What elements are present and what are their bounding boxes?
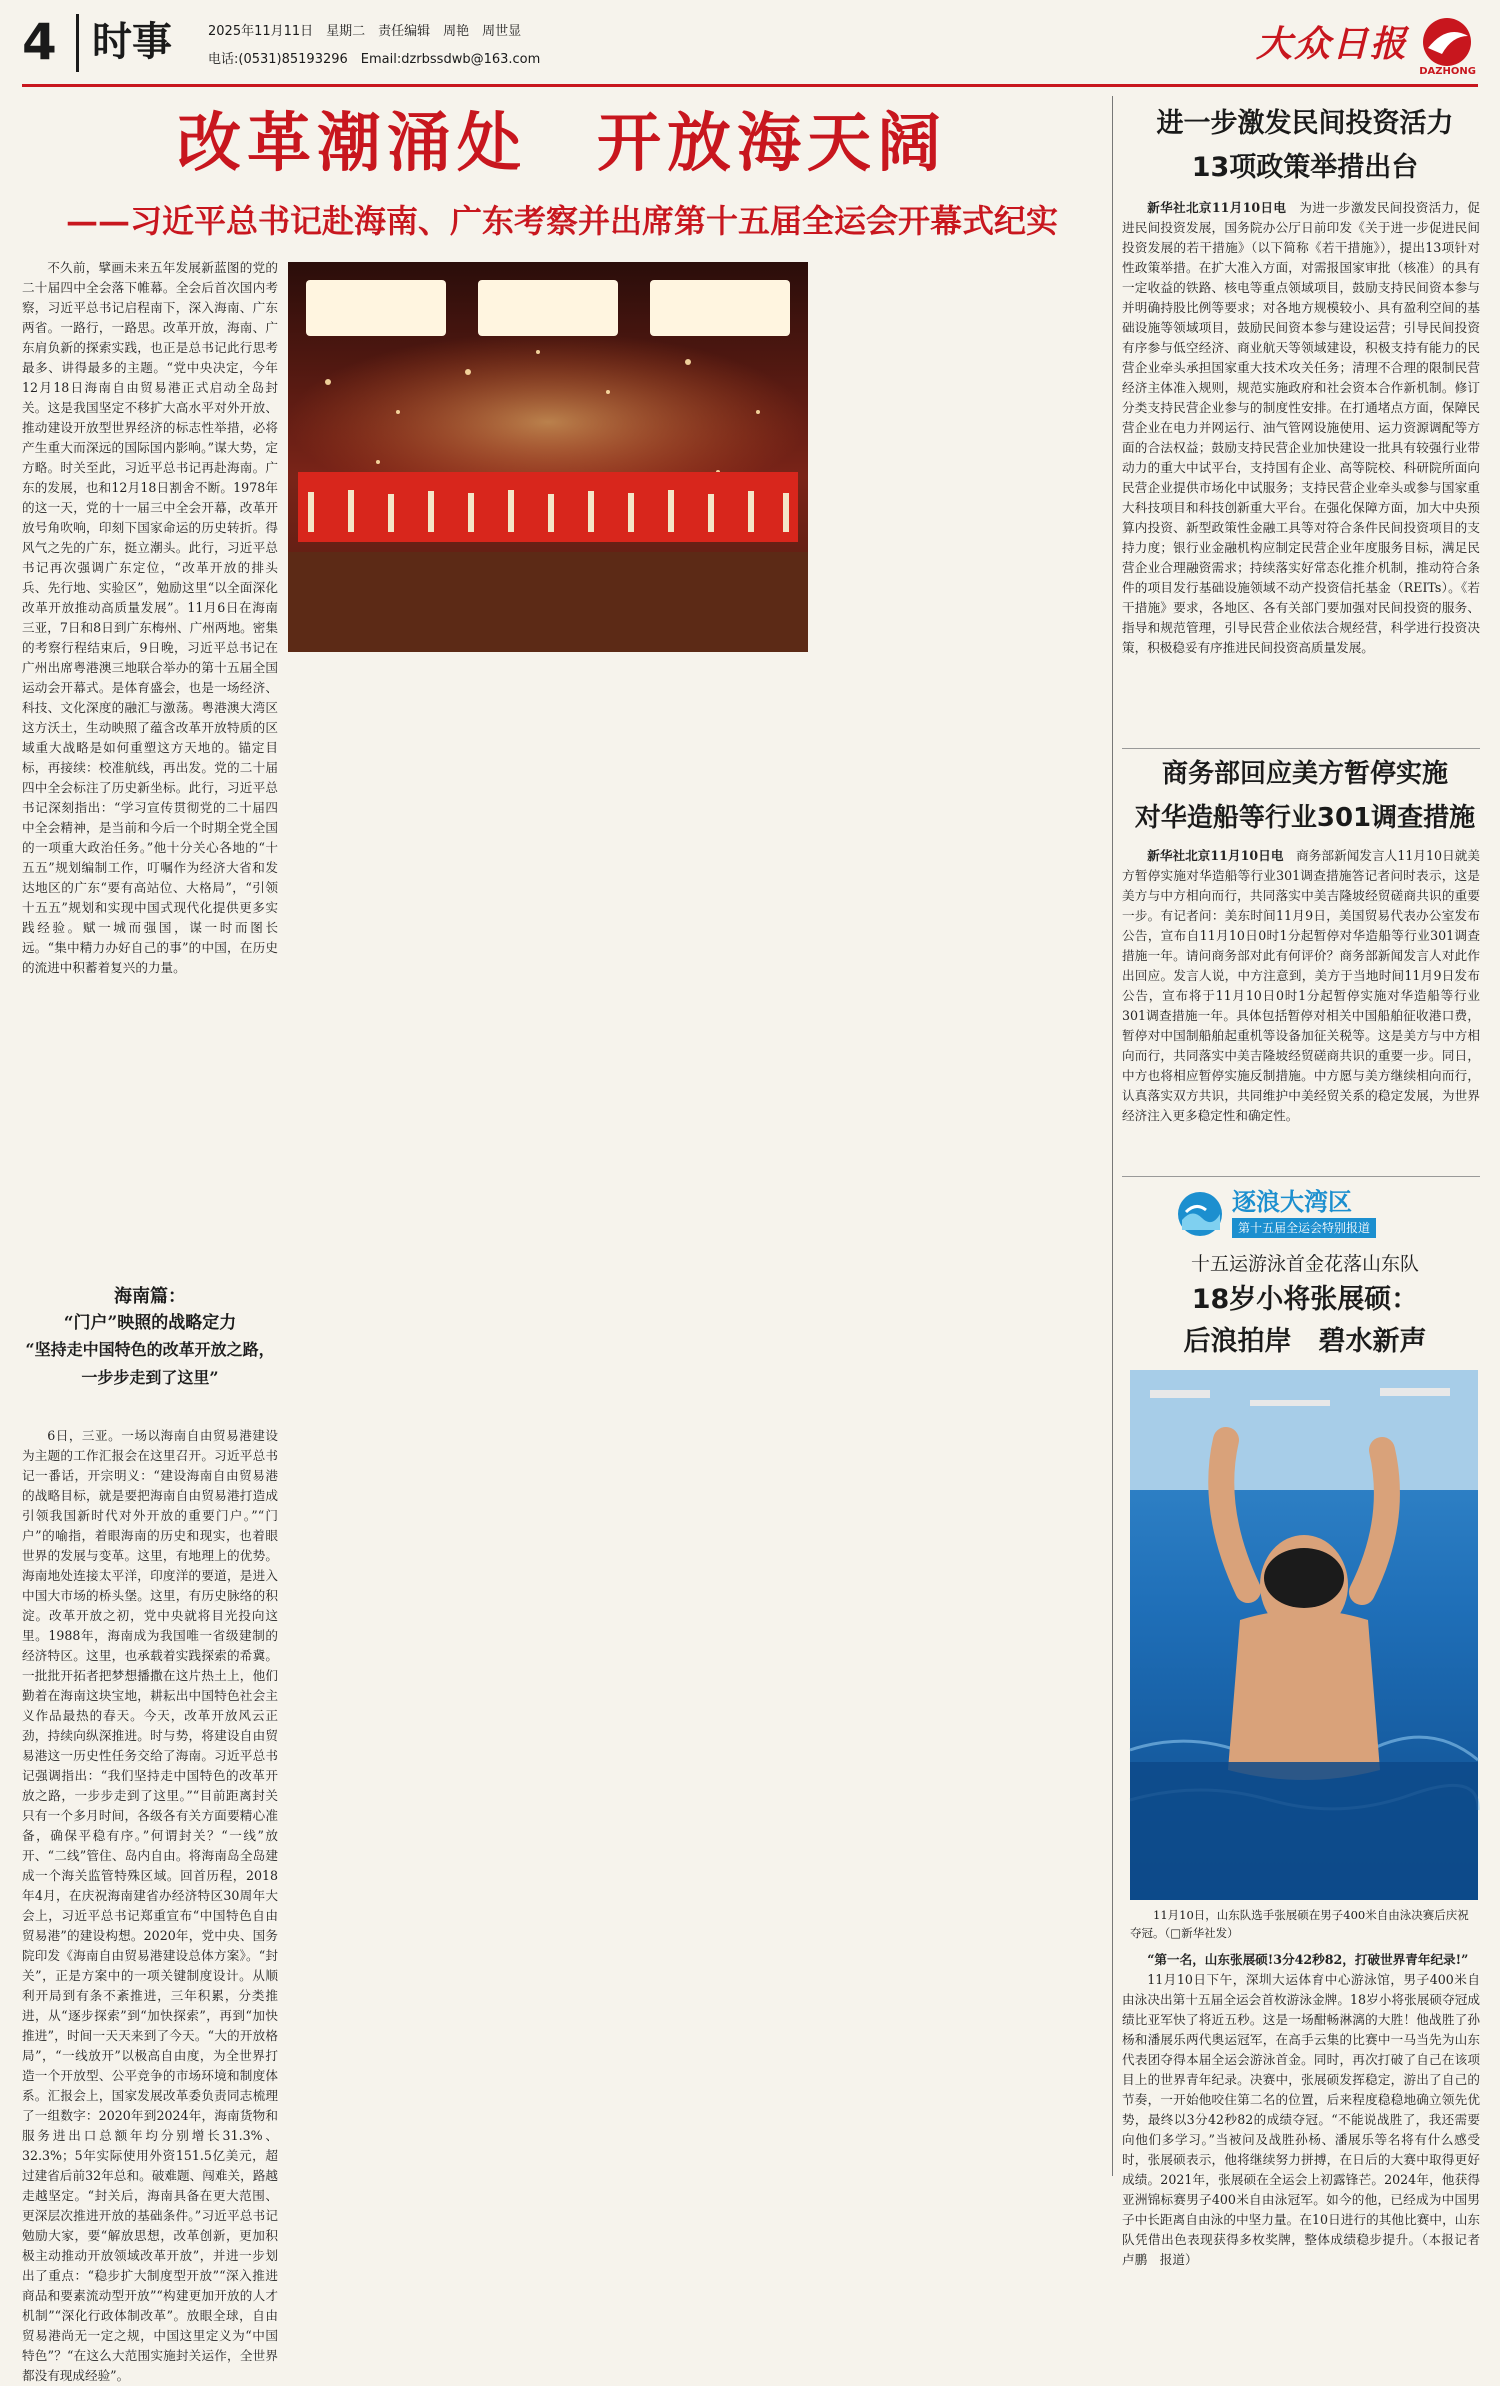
swim-headline-2: 后浪拍岸 碧水新声 (1183, 1326, 1427, 1357)
story-divider (1122, 748, 1480, 749)
hainan-text: 6日，三亚。一场以海南自由贸易港建设为主题的工作汇报会在这里召开。习近平总书记一番话，开宗明义：“建设海南自由贸易港的战略目标，就是要把海南自由贸易港打造成引领我国新时代对外开放的重要门户。”“门户”的喻指，着眼海南的历史和现实，也着眼世界的发展与变革。这里，有地理上的优势。海南地处连接太平洋，印度洋的要道，是进入中国大市场的桥头堡。这里，有历史脉络的积淀。改革开放之初，党中央就将目光投向这里。1988年，海南成为我国唯一省级建制的经济特区。这里，也承载着实践探索的希冀。一批批开拓者把梦想播撒在这片热土上，他们勤着在海南这块宝地，耕耘出中国特色社会主义作品最热的春天。今天，改革开放风云正劲，持续向纵深推进。时与势，将建设自由贸易港这一历史性任务交给了海南。习近平总书记强调指出：“我们坚持走中国特色的改革开放之路，一步步走到了这里。”“目前距离封关只有一个多月时间，各级各有关方面要精心准备，确保平稳有序。”何谓封关？“一线”放开、“二线”管住、岛内自由。将海南岛全岛建成一个海关监管特殊区域。回首历程，2018年4月，在庆祝海南建省办经济特区30周年大会上，习近平总书记郑重宣布“中国特色自由贸易港”的建设构想。2020年，党中央、国务院印发《海南自由贸易港建设总体方案》。“封关”，正是方案中的一项关键制度设计。从顺利开局到有条不紊推进，三年积累，分类推进，从“逐步探索”到“加快探索”，再到“加快推进”，时间一天天来到了今天。“大的开放格局”，“一线放开”以极高自由度，为全世界打造一个开放型、公平竞争的市场环境和制度体系。汇报会上，国家发展改革委负责同志梳理了一组数字：2020年到2024年，海南货物和服务进出口总额年均分别增长31.3%、32.3%；5年实际使用外资151.5亿美元，超过建省后前32年总和。破难题、闯难关，路越走越坚定。“封关后，海南具备在更大范围、更深层次推进开放的基础条件。”习近平总书记勉励大家，要“解放思想，改革创新，更加积极主动推动开放领域改革开放”，并进一步划出了重点：“稳步扩大制度型开放”“深入推进商品和要素流动型开放”“构建更加开放的人才机制”“深化行政体制改革”。放眼全球，自由贸易港尚无一定之规，中国这里定义为“中国特色”？“在这么大范围实施封关运作，全世界都没有现成经验”。 (22, 1428, 278, 2383)
hainan-quote: “坚持走中国特色的改革开放之路，一步步走到了这里” (25, 1340, 275, 1387)
policy-headline-2: 13项政策举措出台 (1191, 152, 1419, 183)
policy-headline-1: 进一步激发民间投资活力 (1156, 108, 1454, 139)
hainan-section-header (22, 1284, 278, 1392)
column-1-hainan (22, 1426, 278, 2383)
commerce-headline-2: 对华造船等行业301调查措施 (1134, 803, 1476, 833)
commerce-text: 商务部新闻发言人11月10日就美方暂停实施对华造船等行业301调查措施答记者问时表示，这是美方与中方相向而行，共同落实中美吉隆坡经贸磋商共识的重要一步。有记者问：美东时间11月9日，美国贸易代表办公室发布公告，宣布自11月10日0时1分起暂停对华造船等行业301调查措施一年。请问商务部对此有何评价？商务部新闻发言人对此作出回应。发言人说，中方注意到，美方于当地时间11月9日发布公告，宣布将于11月10日0时1分起暂停实施对华造船等行业301调查措施一年。具体包括暂停对相关中国船舶征收港口费，暂停对中国制船舶起重机等设备加征关税等。这是美方与中方相向而行，共同落实中美吉隆坡经贸磋商共识的重要一步。同日，中方也将相应暂停实施反制措施。中方愿与美方继续相向而行，认真落实双方共识，共同维护中美经贸关系的稳定发展，为世界经济注入更多稳定性和确定性。 (1122, 848, 1480, 1123)
opening-ceremony-photo (288, 262, 808, 652)
column-4-bay-area (818, 394, 1104, 2116)
commerce-article (1122, 846, 1480, 1166)
swim-article (1122, 1950, 1493, 2267)
commerce-dateline: 新华社北京11月10日电 (1147, 848, 1284, 863)
main-subheadline: ——习近平总书记赴海南、广东考察并出席第十五届全运会开幕式纪实 (65, 202, 1058, 240)
logo-subtitle: DAZHONG (1419, 66, 1476, 77)
header-rule (22, 84, 1478, 87)
ceremony-image-icon (288, 262, 808, 652)
story-divider-2 (1122, 1176, 1480, 1177)
column-3-guangdong (552, 700, 808, 2176)
contact-info: 电话:(0531)85193296 Email:dzrbssdwb@163.com (208, 52, 541, 67)
swim-kicker: 十五运游泳首金花落山东队 (1190, 1253, 1419, 1275)
commerce-headline-1: 商务部回应美方暂停实施 (1161, 759, 1448, 789)
swim-text: 11月10日下午，深圳大运体育中心游泳馆，男子400米自由泳决出第十五届全运会首枚游泳金牌。18岁小将张展硕夺冠成绩比亚军快了将近五秒。这是一场酣畅淋漓的大胜！他战胜了孙杨和潘展乐两代奥运冠军，在高手云集的比赛中一马当先为山东代表团夺得本届全运会游泳首金。同时，再次打破了自己在该项目上的世界青年纪录。决赛中，张展硕发挥稳定，游出了自己的节奏，一开始他咬住第二名的位置，后来程度稳稳地确立领先优势，最终以3分42秒82的成绩夺冠。“不能说战胜了，我还需要向他们多学习。”当被问及战胜孙杨、潘展乐等名将有什么感受时，张展硕表示，他将继续努力拼搏，在日后的大赛中取得更好成绩。2021年，张展硕在全运会上初露锋芒。2024年，他获得亚洲锦标赛男子400米自由泳冠军。如今的他，已经成为中国男子中长距离自由泳的中坚力量。在10日进行的其他比赛中，山东队凭借出色表现获得多枚奖牌，整体成绩稳步提升。（本报记者 卢鹏 报道） (1122, 1972, 1493, 2267)
section-name: 时事 (92, 19, 172, 65)
column-2-hainan (288, 700, 542, 1372)
special-report-badge (1176, 1186, 1426, 1242)
wave-logo-icon (1176, 1190, 1224, 1238)
page-number: 4 (22, 13, 57, 71)
policy-article (1122, 198, 1480, 742)
newspaper-logo: 大众日报 (1255, 23, 1408, 65)
column-2-guangdong (288, 1502, 542, 2176)
intro-text: 不久前，擘画未来五年发展新蓝图的党的二十届四中全会落下帷幕。全会后首次国内考察，习近平总书记启程南下，深入海南、广东两省。一路行，一路思。改革开放，海南、广东肩负新的探索实践，也正是总书记此行思考最多、讲得最多的主题。“党中央决定，今年12月18日海南自由贸易港正式启动全岛封关。这是我国坚定不移扩大高水平对外开放、推动建设开放型世界经济的标志性举措，必将产生重大而深远的国际国内影响。”谋大势，定方略。时关至此，习近平总书记再赴海南。广东的发展，也和12月18日割舍不断。1978年的这一天，党的十一届三中全会开幕，改革开放号角吹响，印刻下国家命运的历史转折。得风气之先的广东，挺立潮头。此行，习近平总书记再次强调广东定位，“改革开放的排头兵、先行地、实验区”，勉励这里“以全面深化改革开放推动高质量发展”。11月6日在海南三亚，7日和8日到广东梅州、广州两地。密集的考察行程结束后，9日晚，习近平总书记在广州出席粤港澳三地联合举办的第十五届全国运动会开幕式。是体育盛会，也是一场经济、科技、文化深度的融汇与激荡。粤港澳大湾区这方沃土，生动映照了蕴含改革开放特质的区域重大战略是如何重塑这方天地的。锚定目标，再接续：校准航线，再出发。党的二十届四中全会标注了历史新坐标。此行，习近平总书记深刻指出：“学习宣传贯彻党的二十届四中全会精神，是当前和今后一个时期全党全国的一项重大政治任务。”他十分关心各地的“十五五”规划编制工作，叮嘱作为经济大省和发达地区的广东“要有高站位、大格局”，“引领十五五”规划和实现中国式现代化提供更多实践经验。赋一城而强国，谋一时而图长远。“集中精力办好自己的事”的中国，在历史的流进中积蓄着复兴的力量。 (22, 260, 278, 975)
hainan-head: 海南篇： (114, 1286, 186, 1307)
main-headline: 改革潮涌处 开放海天阔 (177, 107, 947, 181)
swim-quote: “第一名，山东张展硕!3分42秒82，打破世界青年纪录!” (1147, 1952, 1469, 1967)
swimmer-image-icon (1130, 1370, 1478, 1900)
policy-dateline: 新华社北京11月10日电 (1147, 200, 1287, 215)
badge-subtitle: 第十五届全运会特别报道 (1232, 1218, 1376, 1238)
swimmer-photo (1130, 1370, 1478, 1900)
hainan-tag: “门户”映照的战略定力 (63, 1313, 237, 1333)
column-1-intro (22, 258, 278, 1274)
badge-title: 逐浪大湾区 (1232, 1188, 1352, 1216)
column-separator (1112, 96, 1113, 2176)
policy-text: 为进一步激发民间投资活力，促进民间投资发展，国务院办公厅日前印发《关于进一步促进民间投资发展的若干措施》（以下简称《若干措施》），提出13项针对性政策举措。在扩大准入方面，对需报国家审批（核准）的具有一定收益的铁路、核电等重点领域项目，鼓励支持民间资本参与并明确持股比例等要求；对各地方规模较小、具有盈利空间的基础设施等领域项目，鼓励民间资本参与建设运营；引导民间投资有序参与低空经济、商业航天等领域建设，积极支持有能力的民营企业牵头承担国家重大技术攻关任务；清理不合理的限制民营经济主体准入规则，规范实施政府和社会资本合作新机制。修订分类支持民营企业参与的制度性安排。在打通堵点方面，保障民营企业在电力并网运行、油气管网设施使用、运力资源调配等方面的合法权益；鼓励支持民营企业加快建设一批具有较强行业带动力的重大中试平台，支持国有企业、高等院校、科研院所面向民营企业提供市场化中试服务；支持民营企业牵头或参与国家重大科技项目和科技创新重大平台。在强化保障方面，加大中央预算内投资、新型政策性金融工具等对符合条件民间投资项目的支持力度；银行业金融机构应制定民营企业年度服务目标，满足民营企业合理融资需求；持续落实好常态化推介机制，推动符合条件的项目发行基础设施领域不动产投资信托基金（REITs）。《若干措施》要求，各地区、各有关部门要加强对民间投资的服务、指导和规范管理，引导民营企业依法合规经营，科学进行投资决策，积极稳妥有序推进民间投资高质量发展。 (1122, 200, 1481, 655)
header-divider (76, 14, 79, 72)
issue-meta: 2025年11月11日 星期二 责任编辑 周艳 周世显 (208, 24, 522, 39)
swim-caption: 11月10日，山东队选手张展硕在男子400米自由泳决赛后庆祝夺冠。（□新华社发） (1130, 1908, 1469, 1940)
swim-headline-1: 18岁小将张展硕： (1191, 1284, 1419, 1315)
